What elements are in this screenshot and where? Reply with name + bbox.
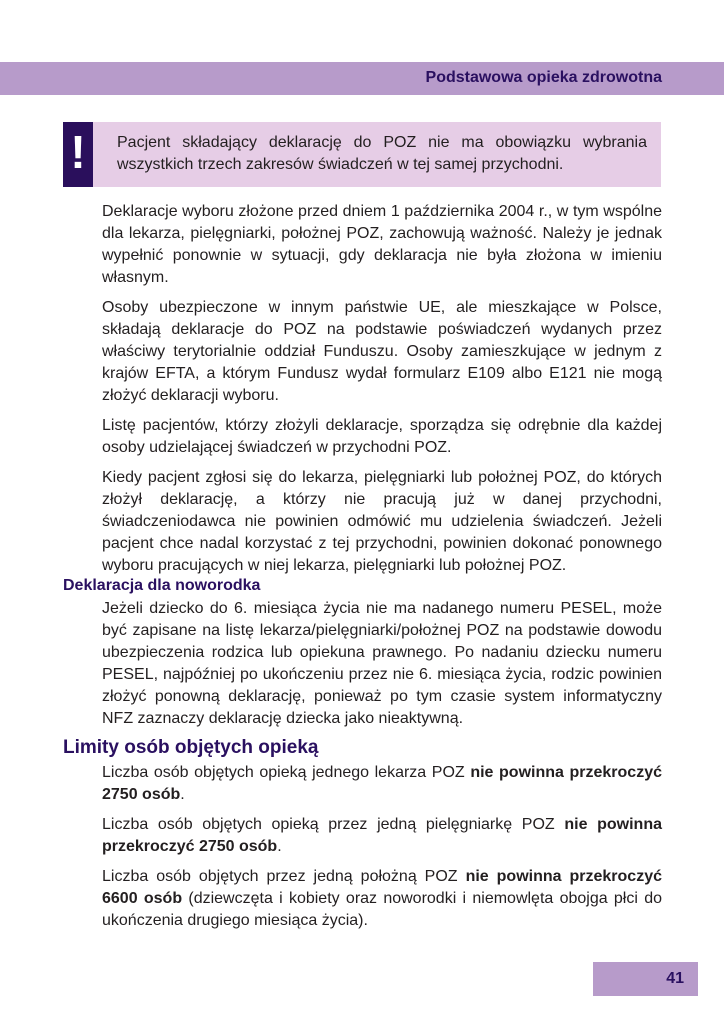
section-newborn — [102, 598, 662, 738]
notice-callout — [63, 122, 661, 187]
section-limits — [102, 762, 662, 940]
limit-item — [102, 866, 662, 932]
section-heading-newborn: Deklaracja dla noworodka — [63, 577, 261, 594]
limit-item — [102, 814, 662, 858]
section-declarations — [102, 201, 662, 585]
text: . — [277, 838, 282, 855]
emphasis: nie powinna przekroczyć 2750 osób — [102, 764, 663, 803]
text: (dziewczęta i kobiety oraz noworodki i niemowlęta obojga płci do ukończenia drugiego miesiąca życia). — [102, 890, 662, 929]
emphasis: nie powinna przekroczyć 6600 osób — [102, 868, 662, 907]
header-title: Podstawowa opieka zdrowotna — [425, 69, 662, 86]
running-header — [0, 62, 724, 95]
callout-text: Pacjent składający deklarację do POZ nie ma obowiązku wybrania wszystkich trzech zakresów świadczeń w tej samej przychodni. — [117, 134, 647, 173]
paragraph: Jeżeli dziecko do 6. miesiąca życia nie ma nadanego numeru PESEL, może być zapisane na listę lekarza/pielęgniarki/położnej POZ na podstawie dowodu ubezpieczenia rodzica lub opiekuna prawnego. Po nadaniu dziecku numeru PESEL, najpóźniej po ukończeniu przez nie 6. miesiąca życia, rodzic powinien złożyć ponowną deklarację, ponieważ po tym czasie system informatyczny NFZ zaznaczy deklarację dziecka jako nieaktywną. — [102, 600, 662, 727]
paragraph: Listę pacjentów, którzy złożyli deklaracje, sporządza się odrębnie dla każdej osoby udzielającej świadczeń w przychodni POZ. — [102, 417, 662, 456]
page-number-box — [593, 962, 698, 996]
page-number: 41 — [666, 970, 684, 987]
paragraph: Kiedy pacjent zgłosi się do lekarza, pielęgniarki lub położnej POZ, do których złożył deklarację, a którzy nie pracują już w danej przychodni, świadczeniodawca nie powinien odmówić mu udzielenia świadczeń. Jeżeli pacjent chce nadal korzystać z tej przychodni, powinien dokonać ponownego wyboru pracujących w niej lekarza, pielęgniarki lub położnej POZ. — [102, 469, 662, 574]
text: Liczba osób objętych opieką przez jedną pielęgniarkę POZ — [102, 816, 565, 833]
section-heading-limits: Limity osób objętych opieką — [63, 737, 319, 758]
exclamation-icon: ! — [63, 122, 93, 187]
text: . — [180, 786, 185, 803]
paragraph: Deklaracje wyboru złożone przed dniem 1 października 2004 r., w tym wspólne dla lekarza, pielęgniarki, położnej POZ, zachowują ważność. Należy je jednak wypełnić ponownie w sytuacji, gdy deklaracja nie była złożona w imieniu własnym. — [102, 203, 662, 286]
emphasis: nie powinna przekroczyć 2750 osób — [102, 816, 662, 855]
text: Liczba osób objętych przez jedną położną POZ — [102, 868, 466, 885]
text: Liczba osób objętych opieką jednego lekarza POZ — [102, 764, 471, 781]
limit-item — [102, 762, 662, 806]
paragraph: Osoby ubezpieczone w innym państwie UE, ale mieszkające w Polsce, składają deklaracje do POZ na podstawie poświadczeń wydanych przez właściwy terytorialnie oddział Funduszu. Osoby zamieszkujące w jednym z krajów EFTA, a którym Fundusz wydał formularz E109 albo E121 nie mogą złożyć deklaracji wyboru. — [102, 299, 662, 404]
